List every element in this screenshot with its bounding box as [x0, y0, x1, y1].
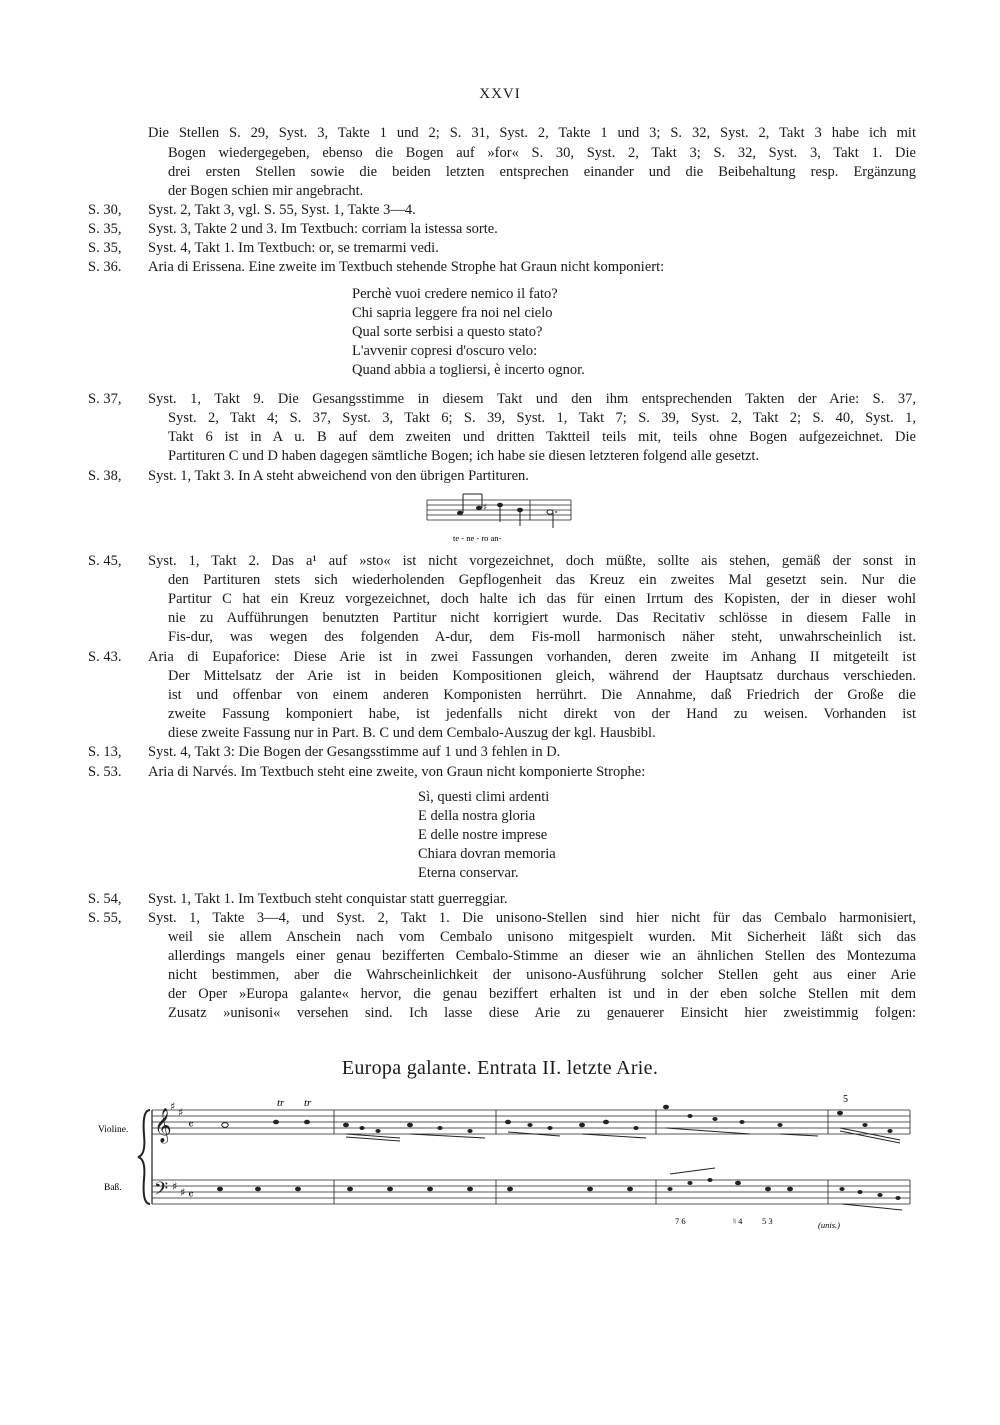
figured-bass: 7 6: [675, 1216, 686, 1226]
violin-staff: [152, 1110, 910, 1134]
note-text: Partitur C hat ein Kreuz vorgezeichnet, doch halte ich das für einen Irrtum des Kopisten, der in dieser wohl: [168, 591, 916, 607]
svg-text:♯: ♯: [178, 1106, 184, 1119]
note-ref: S. 55,: [88, 910, 122, 926]
note-text: Syst. 1, Takt 3. In A steht abweichend von den übrigen Partituren.: [148, 468, 529, 484]
note-text: Syst. 4, Takt 1. Im Textbuch: or, se tremarmi vedi.: [148, 240, 439, 256]
intro-line-2: Bogen wiedergegeben, ebenso die Bogen auf »for« S. 30, Syst. 2, Takt 3; S. 32, Syst. 3, Takt 1. Die: [168, 145, 916, 161]
music-snippet: [425, 492, 575, 552]
figured-bass: 5 3: [762, 1216, 773, 1226]
note-ref: S. 54,: [88, 891, 122, 907]
bass-staff: [152, 1180, 910, 1204]
verse-line: Chiara dovran memoria: [418, 846, 556, 862]
note-text: der Oper »Europa galante« hervor, die genau beziffert erhalten ist und in der eben solche Stellen mit dem: [168, 986, 916, 1002]
note-text: Takt 6 ist in A u. B auf dem zweiten und dritten Taktteil teils mit, teils ohne Bogen aufgezeichnet. Die: [168, 429, 916, 445]
note-text: Aria di Eupaforice: Diese Arie ist in zwei Fassungen vorhanden, deren zweite im Anhang II mitgeteilt ist: [148, 649, 916, 665]
note-text: weil sie allem Anschein nach vom Cembalo unisono mitgespielt wurden. Mit Sicherheit läßt sich das: [168, 929, 916, 945]
verse-line: Qual sorte serbisi a questo stato?: [352, 324, 543, 340]
note-text: Syst. 2, Takt 4; S. 37, Syst. 3, Takt 6; S. 39, Syst. 1, Takt 7; S. 39, Syst. 2, Takt 2; S. 40, Syst. 1,: [168, 410, 916, 426]
intro-line-4: der Bogen schien mir angebracht.: [168, 183, 364, 199]
note-text: Aria di Erissena. Eine zweite im Textbuch stehende Strophe hat Graun nicht komponiert:: [148, 259, 665, 275]
svg-text:𝄴: 𝄴: [188, 1188, 194, 1203]
unis-marking: (unis.): [818, 1220, 840, 1230]
note-text: Zusatz »unisoni« versehen sind. Ich lasse diese Arie zu genauerer Einsicht hier zweistimmig folgen:: [168, 1005, 916, 1021]
note-ref: S. 43.: [88, 649, 122, 665]
note-text: Syst. 1, Takt 1. Im Textbuch steht conquistar statt guerreggiar.: [148, 891, 508, 907]
note-ref: S. 13,: [88, 744, 122, 760]
svg-text:𝄞: 𝄞: [154, 1108, 172, 1143]
verse-line: Sì, questi climi ardenti: [418, 789, 550, 805]
bass-notes: [217, 1178, 901, 1200]
svg-text:𝄴: 𝄴: [188, 1118, 194, 1133]
note-text: allerdings mangels einer genau bezifferten Cembalo-Stimme an dieser wie an ähnlichen Stellen des Montezuma: [168, 948, 916, 964]
note-ref: S. 30,: [88, 202, 122, 218]
snippet-lyrics: te - ne - ro an-: [453, 533, 502, 543]
system-brace: [138, 1110, 150, 1204]
note-text: Syst. 1, Takt 9. Die Gesangsstimme in diesem Takt und den ihm entsprechenden Takten der Arie: S. 37,: [148, 391, 916, 407]
note-text: nie zu Aufführungen benutzten Partitur nicht korrigiert wurde. Das Recitativ schlösse in diesem Falle in: [168, 610, 916, 626]
violin-notes: [222, 1105, 893, 1133]
note-ref: S. 53.: [88, 764, 122, 780]
note-text: Syst. 1, Takte 3—4, und Syst. 2, Takt 1. Die unisono-Stellen sind hier nicht für das Cembalo harmonisiert,: [148, 910, 916, 926]
svg-text:♯: ♯: [172, 1180, 178, 1193]
note-ref: S. 35,: [88, 240, 122, 256]
score-heading: Europa galante. Entrata II. letzte Arie.: [341, 1057, 659, 1079]
note-ref: S. 35,: [88, 221, 122, 237]
note-text: ist und offenbar von einem anderen Komponisten herrührt. Die Annahme, daß Friedrich der Große die: [168, 687, 916, 703]
note-ref: S. 36.: [88, 259, 122, 275]
svg-text:♯: ♯: [483, 503, 488, 513]
verse-line: Quand abbia a togliersi, è incerto ognor.: [352, 362, 585, 378]
note-text: den Partituren stets sich wiederholenden Gepflogenheit das Kreuz ein zweites Mal gesetzt sein. Nur die: [168, 572, 916, 588]
note-ref: S. 38,: [88, 468, 122, 484]
svg-text:♯: ♯: [180, 1186, 186, 1199]
figured-bass: ♮ 4: [733, 1216, 743, 1226]
violin-label: Violine.: [98, 1125, 129, 1135]
verse-line: Perchè vuoi credere nemico il fato?: [352, 286, 558, 302]
violin-beams: [346, 1128, 900, 1143]
svg-text:♯: ♯: [170, 1100, 176, 1113]
note-text: Aria di Narvés. Im Textbuch steht eine zweite, von Graun nicht komponierte Strophe:: [148, 764, 646, 780]
verse-line: E della nostra gloria: [418, 808, 536, 824]
snippet-notes: [457, 503, 557, 516]
note-text: Partituren C und D haben dagegen sämtliche Bogen; ich habe sie diesen letzteren folgend alle gesetzt.: [168, 448, 760, 464]
bass-clef-key: [154, 1179, 194, 1204]
intro-line-1: Die Stellen S. 29, Syst. 3, Takte 1 und 2; S. 31, Syst. 2, Takte 1 und 3; S. 32, Syst. 2, Takt 3 habe ich mit: [148, 125, 916, 141]
page-number: XXVI: [479, 86, 521, 102]
verse-line: E delle nostre imprese: [418, 827, 548, 843]
note-text: Syst. 4, Takt 3: Die Bogen der Gesangsstimme auf 1 und 3 fehlen in D.: [148, 744, 561, 760]
note-text: Syst. 3, Takte 2 und 3. Im Textbuch: corriam la istessa sorte.: [148, 221, 498, 237]
note-text: Fis-dur, was wegen des folgenden A-dur, dem Fis-moll harmonisch näher steht, unwahrscheinlich ist.: [168, 629, 916, 645]
snippet-stems: [463, 494, 553, 528]
note-text: diese zweite Fassung nur in Part. B. C und dem Cembalo-Auszug der kgl. Hausbibl.: [168, 725, 656, 741]
trill-mark: tr: [304, 1097, 312, 1109]
note-text: zweite Fassung komponiert habe, ist jedenfalls nicht direkt von der Hand zu weisen. Vorhanden ist: [168, 706, 916, 722]
music-score: [90, 1090, 920, 1250]
note-ref: S. 45,: [88, 553, 122, 569]
note-text: Syst. 2, Takt 3, vgl. S. 55, Syst. 1, Takte 3—4.: [148, 202, 416, 218]
verse-line: L'avvenir copresi d'oscuro velo:: [352, 343, 538, 359]
svg-text:𝄢: 𝄢: [154, 1179, 169, 1204]
intro-line-3: drei ersten Stellen sowie die beiden letzten entsprechen einander und die Beibehaltung resp. Ergänzung: [168, 164, 916, 180]
trill-mark: tr: [277, 1097, 285, 1109]
verse-line: Eterna conservar.: [418, 865, 519, 881]
note-ref: S. 37,: [88, 391, 122, 407]
note-text: Syst. 1, Takt 2. Das a¹ auf »sto« ist nicht vorgezeichnet, doch müßte, sollte ais stehen, gemäß der sonst in: [148, 553, 916, 569]
fingering-mark: 5: [843, 1094, 848, 1105]
note-text: nicht bestimmen, aber die Wahrscheinlichkeit der unisono-Ausführung solcher Stellen geht aus einer Arie: [168, 967, 916, 983]
bass-label: Baß.: [104, 1183, 122, 1193]
verse-line: Chi sapria leggere fra noi nel cielo: [352, 305, 553, 321]
note-text: Der Mittelsatz der Arie ist in beiden Kompositionen gleich, während der Hauptsatz durchaus verschieden.: [168, 668, 916, 684]
